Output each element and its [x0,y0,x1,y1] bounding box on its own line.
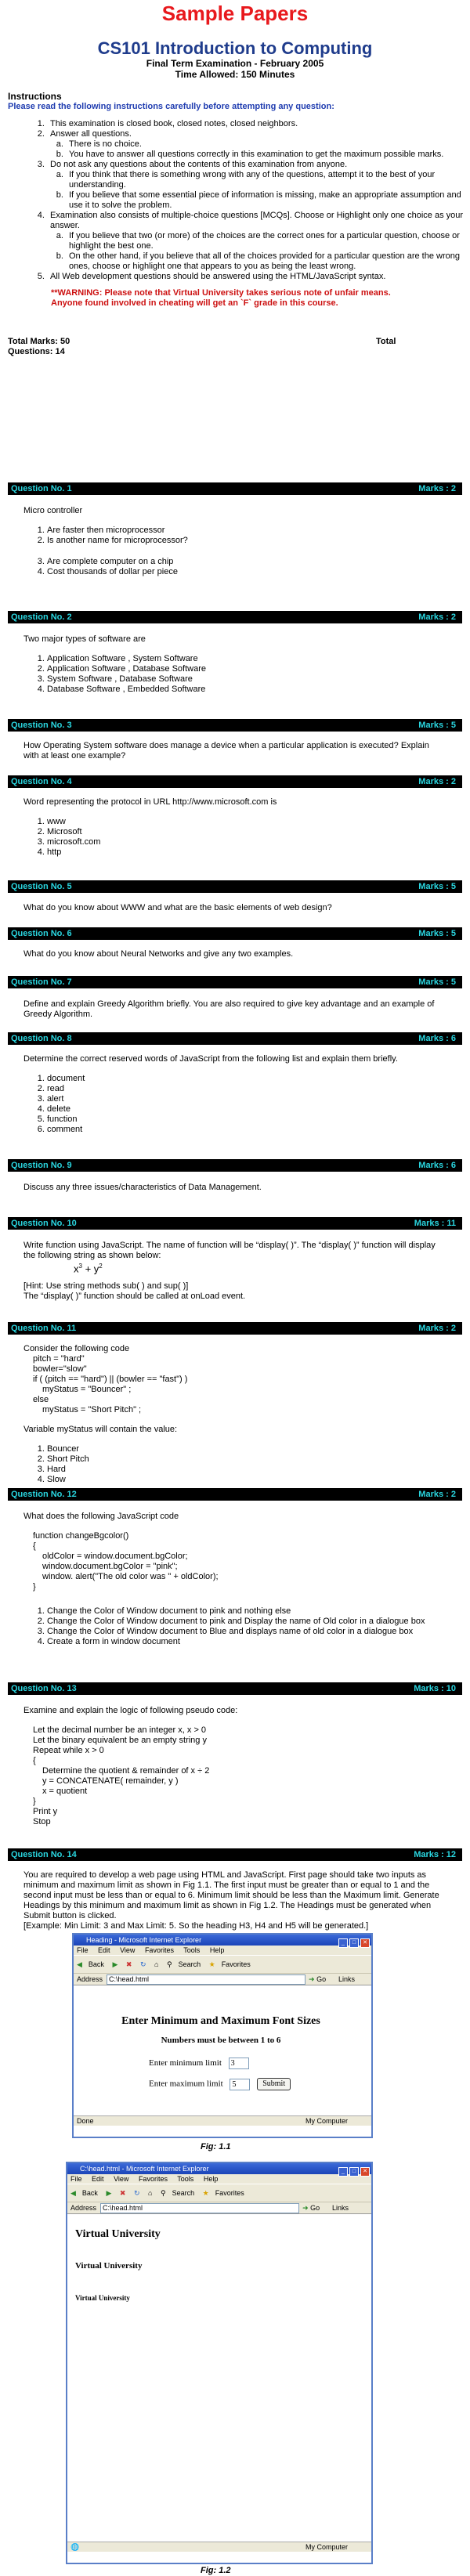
stop-icon[interactable]: ✖ [119,2189,126,2197]
option: 3. microsoft.com [47,837,446,847]
minimize-icon[interactable]: _ [338,1938,348,1948]
forward-icon[interactable]: ▶ [112,1960,118,1968]
heading-h4: Virtual University [75,2261,143,2271]
formula: $x^3 + y^2$ [74,1263,103,1275]
menu-file[interactable]: File [70,2175,82,2183]
page-subheading: Numbers must be between 1 to 6 [161,2036,281,2045]
stop-icon[interactable]: ✖ [125,1960,132,1968]
question-text: Discuss any three issues/characteristics of Data Management. [24,1183,262,1192]
question-text: How Operating System software does manage a device when a particular application is executed? Explain with at least one example? [24,741,429,761]
question-header: Question No. 1 Marks : 2 [8,482,462,495]
question-text: Word representing the protocol in URL http://www.microsoft.com is [24,797,277,807]
heading-h5: Virtual University [75,2294,130,2302]
menu-tools[interactable]: Tools [183,1946,201,1954]
min-limit-row [149,2058,249,2069]
option: 4. http [47,847,446,858]
menu-favorites[interactable]: Favorites [138,2175,168,2183]
favorites-icon[interactable]: ★ [208,1960,215,1968]
status-zone: My Computer [305,2543,348,2551]
max-limit-row [149,2078,291,2090]
option: 4. Database Software , Embedded Software [47,685,446,695]
option: 1. Change the Color of Window document to pink and nothing else [47,1606,446,1617]
code-line: pitch = "hard" [33,1354,85,1364]
question-text: Consider the following code [24,1344,130,1353]
question-body [24,506,446,577]
question-body [24,634,446,695]
option: 1. Are faster then microprocessor [47,526,446,536]
instructions-subtitle: Please read the following instructions carefully before attempting any question: [8,102,334,111]
option: 6. comment [47,1125,446,1135]
code-line: y = CONCATENATE( remainder, y ) [42,1776,179,1786]
hint-text-2: The “display( )” function should be called at onLoad event. [24,1292,246,1302]
min-limit-label: Enter minimum limit [149,2058,222,2068]
go-button[interactable]: ➜ Go [302,2204,320,2212]
heading-h3: Virtual University [75,2228,161,2240]
window-titlebar: C:\head.html - Microsoft Internet Explorer _ □ ✕ [67,2163,371,2174]
browser-window-fig1 [72,1933,373,2138]
instruction-item: 2. Answer all questions. a. There is no choice. b. You have to answer all questions correctly in this examination to get the maximum possible marks. [47,129,470,160]
question-text: Determine the correct reserved words of JavaScript from the following list and explain them briefly. [24,1054,398,1064]
instruction-item: 1. This examination is closed book, closed notes, closed neighbors. [47,119,470,129]
go-button[interactable]: ➜ Go [309,1975,327,1983]
option: 2. Is another name for microprocessor? [47,536,446,546]
instruction-item: 4. Examination also consists of multiple-choice questions [MCQs]. Choose or Highlight only one choice as your answer. a. If you believe that two (or more) of the choices are the correct ones for a particular question, choose or highlight the best one. b. On the other hand, if you believe that all of the choices provided for a particular question are the wrong ones, choose or highlight one that appears to you as being the least wrong. [47,211,470,272]
total-marks: Total Marks: 50 [8,337,70,346]
code-line: } [33,1797,36,1806]
menu-help[interactable]: Help [209,1946,225,1954]
banner-title: Sample Papers [161,2,309,25]
time-allowed: Time Allowed: 150 Minutes [175,69,295,80]
min-limit-input[interactable]: 3 [229,2058,249,2069]
question-body [24,1706,446,1827]
question-header: Question No. 2 Marks : 2 [8,611,462,623]
question-header: Question No. 10 Marks : 11 [8,1217,462,1230]
question-body [24,1344,446,1485]
search-icon[interactable]: ⚲ [166,1960,172,1968]
address-input[interactable]: C:\head.html [100,2203,299,2213]
menu-file[interactable]: File [77,1946,89,1954]
instruction-subitem: b. On the other hand, if you believe that all of the choices provided for a particular question are the wrong ones, choose or highlight one that appears to you as being the least wrong. [66,251,470,272]
search-icon[interactable]: ⚲ [160,2189,166,2197]
code-line: function changeBgcolor() [33,1531,129,1541]
links-label[interactable]: Links [338,1975,356,1983]
page-heading: Enter Minimum and Maximum Font Sizes [121,2015,320,2027]
question-header: Question No. 9 Marks : 6 [8,1159,462,1172]
question-text-2: Variable myStatus will contain the value: [24,1425,178,1434]
code-line: if ( (pitch == "hard") || (bowler == "fast") ) [33,1375,188,1384]
instruction-item: 3. Do not ask any questions about the contents of this examination from anyone. a. If you think that there is something wrong with any of the questions, attempt it to the best of your understanding. b. If you believe that some essential piece of information is missing, make an appropriate assumption and use it to solve the problem. [47,160,470,211]
option: 3. Hard [47,1465,446,1475]
home-icon[interactable]: ⌂ [148,2189,153,2197]
question-header: Question No. 3 Marks : 5 [8,719,462,732]
example-text: [Example: Min Limit: 3 and Max Limit: 5. So the heading H3, H4 and H5 will be generated.] [24,1921,369,1931]
status-zone: My Computer [305,2117,348,2125]
menu-edit[interactable]: Edit [92,2175,104,2183]
exam-title: Final Term Examination - February 2005 [146,58,324,69]
total-label: Total [376,337,396,346]
question-header: Question No. 4 Marks : 2 [8,775,462,788]
close-icon[interactable]: ✕ [360,2167,370,2177]
question-header: Question No. 14 Marks : 12 [8,1848,462,1861]
question-body [24,1183,446,1193]
code-line: else [33,1395,49,1404]
maximize-icon[interactable]: □ [349,2167,359,2177]
menu-bar [67,2174,371,2184]
question-text: What do you know about Neural Networks and give any two examples. [24,949,294,959]
option: 3. System Software , Database Software [47,674,446,685]
option: 3. alert [47,1094,446,1104]
address-label: Address [70,2204,97,2212]
search-button[interactable]: Search [178,1960,201,1968]
code-line: window. alert("The old color was " + oldColor); [42,1572,219,1581]
instruction-subitem: b. If you believe that some essential piece of information is missing, make an appropriate assumption and use it to solve the problem. [66,190,470,211]
max-limit-input[interactable]: 5 [230,2079,250,2090]
refresh-icon[interactable]: ↻ [139,1960,146,1968]
code-line: { [33,1756,36,1765]
forward-icon[interactable]: ▶ [106,2189,112,2197]
code-line: } [33,1582,36,1591]
question-text: Examine and explain the logic of following pseudo code: [24,1706,238,1715]
instructions-list [0,119,470,282]
close-icon[interactable]: ✕ [360,1938,370,1948]
menu-bar [74,1946,371,1955]
max-limit-label: Enter maximum limit [149,2079,223,2089]
submit-button[interactable]: Submit [257,2078,291,2090]
refresh-icon[interactable]: ↻ [133,2189,140,2197]
option: 2. Application Software , Database Software [47,664,446,674]
question-body [24,741,446,761]
question-text: You are required to develop a web page using HTML and JavaScript. First page should take two inputs as minimum and maximum limit as shown in Fig 1.1. The first input must be greater than or equal to 1 and the second input must be less than or equal to 6. Minimum limit should be less than the Maximum limit. Generate Headings by this minimum and maximum limit as shown in Fig 1.2. The Headings must be generated when Submit button is clicked. [24,1870,439,1920]
question-text: What does the following JavaScript code [24,1512,179,1521]
code-line: myStatus = "Short Pitch" ; [42,1405,142,1414]
instruction-subitem: a. If you believe that two (or more) of the choices are the correct ones for a particular question, choose or highlight the best one. [66,231,470,251]
option: 2. read [47,1084,446,1094]
address-input[interactable]: C:\head.html [107,1974,306,1985]
course-title: CS101 Introduction to Computing [97,38,373,58]
totals [8,337,470,357]
status-done-icon: 🌐 [70,2543,80,2551]
question-body [24,999,446,1020]
code-line: myStatus = "Bouncer" ; [42,1385,132,1394]
code-line: window.document.bgColor = "pink"; [42,1562,178,1571]
favorites-button[interactable]: Favorites [221,1960,251,1968]
question-text: Two major types of software are [24,634,146,644]
menu-edit[interactable]: Edit [98,1946,110,1954]
option: 2. Microsoft [47,827,446,837]
menu-favorites[interactable]: Favorites [144,1946,174,1954]
address-bar [67,2202,371,2213]
back-button[interactable]: Back [81,2189,98,2197]
figure-caption: Fig: 1.1 [201,2142,231,2151]
window-titlebar: Heading - Microsoft Internet Explorer _ □ ✕ [74,1935,371,1946]
question-header: Question No. 11 Marks : 2 [8,1322,462,1335]
menu-help[interactable]: Help [203,2175,219,2183]
question-text: Micro controller [24,506,83,515]
code-line: oldColor = window.document.bgColor; [42,1552,188,1561]
question-body [24,797,446,858]
question-body [24,1870,446,1931]
total-questions: Questions: 14 [8,347,65,356]
question-header: Question No. 12 Marks : 2 [8,1488,462,1501]
code-line: { [33,1541,36,1551]
links-label[interactable]: Links [332,2204,349,2212]
question-header: Question No. 6 Marks : 5 [8,927,462,940]
favorites-button[interactable]: Favorites [215,2189,244,2197]
exam-paper [0,0,470,357]
question-text: Define and explain Greedy Algorithm briefly. You are also required to give key advantage and an example of Greedy Algorithm. [24,999,435,1019]
option: 4. Cost thousands of dollar per piece [47,567,446,577]
question-body [24,1054,446,1135]
code-line: Determine the quotient & remainder of x ÷ 2 [42,1766,210,1776]
code-line: bowler="slow" [33,1364,87,1374]
warning-text: **WARNING: Please note that Virtual University takes serious note of unfair means. Anyone found involved in cheating will get an `F` grade in this course. [51,288,391,308]
home-icon[interactable]: ⌂ [154,1960,159,1968]
favorites-icon[interactable]: ★ [202,2189,209,2197]
question-text: Write function using JavaScript. The name of function will be “display( )”. The “display( )” function will display the following string as shown below: [24,1241,436,1260]
code-line: Let the binary equivalent be an empty string y [33,1736,207,1745]
status-bar [67,2542,371,2552]
address-bar [74,1973,371,1985]
status-done: Done [77,2117,94,2125]
question-body [24,1512,446,1647]
option: 3. Change the Color of Window document to Blue and displays name of old color in a dialogue box [47,1627,446,1637]
maximize-icon[interactable]: □ [349,1938,359,1948]
question-header: Question No. 13 Marks : 10 [8,1682,462,1695]
address-label: Address [77,1975,103,1983]
option: 4. Create a form in window document [47,1637,446,1647]
option: 1. Application Software , System Software [47,654,446,664]
instructions-title: Instructions [8,91,62,102]
question-body [24,949,446,959]
figure-caption: Fig: 1.2 [201,2566,231,2575]
question-body [24,1241,446,1302]
menu-view[interactable]: View [114,2175,129,2183]
option: 2. Short Pitch [47,1454,446,1465]
option: 3. Are complete computer on a chip [47,557,446,567]
menu-view[interactable]: View [120,1946,136,1954]
back-icon[interactable]: ◀ [70,2189,76,2197]
back-icon[interactable]: ◀ [77,1960,82,1968]
page-viewport [67,2213,371,2542]
hint-text: [Hint: Use string methods sub( ) and sup( )] [24,1281,189,1292]
instruction-item: 5. All Web development questions should be answered using the HTML/JavaScript syntax. [47,272,470,282]
code-line: Print y [33,1807,58,1816]
code-line: Repeat while x > 0 [33,1746,104,1755]
option: 2. Change the Color of Window document to pink and Display the name of Old color in a dialogue box [47,1617,446,1627]
question-header: Question No. 5 Marks : 5 [8,880,462,893]
toolbar [67,2184,371,2202]
question-header: Question No. 7 Marks : 5 [8,976,462,988]
option: 1. document [47,1074,446,1084]
toolbar [74,1955,371,1973]
browser-window-fig2 [66,2162,373,2564]
option: 4. delete [47,1104,446,1115]
instruction-subitem: a. There is no choice. [66,139,470,150]
instruction-subitem: b. You have to answer all questions correctly in this examination to get the maximum possible marks. [66,150,470,160]
search-button[interactable]: Search [172,2189,195,2197]
minimize-icon[interactable]: _ [338,2167,348,2177]
option: 4. Slow [47,1475,446,1485]
question-header: Question No. 8 Marks : 6 [8,1032,462,1045]
option: 1. Bouncer [47,1444,446,1454]
status-bar [74,2115,371,2126]
code-line: Let the decimal number be an integer x, x > 0 [33,1725,207,1735]
code-line: x = quotient [42,1787,88,1796]
back-button[interactable]: Back [88,1960,104,1968]
question-text: What do you know about WWW and what are the basic elements of web design? [24,903,332,912]
instruction-subitem: a. If you think that there is something wrong with any of the questions, attempt it to the best of your understanding. [66,170,470,190]
option: 5. function [47,1115,446,1125]
code-line: Stop [33,1817,51,1826]
option: 1. www [47,817,446,827]
menu-tools[interactable]: Tools [177,2175,194,2183]
question-body [24,903,446,913]
page-viewport [74,1985,371,2115]
